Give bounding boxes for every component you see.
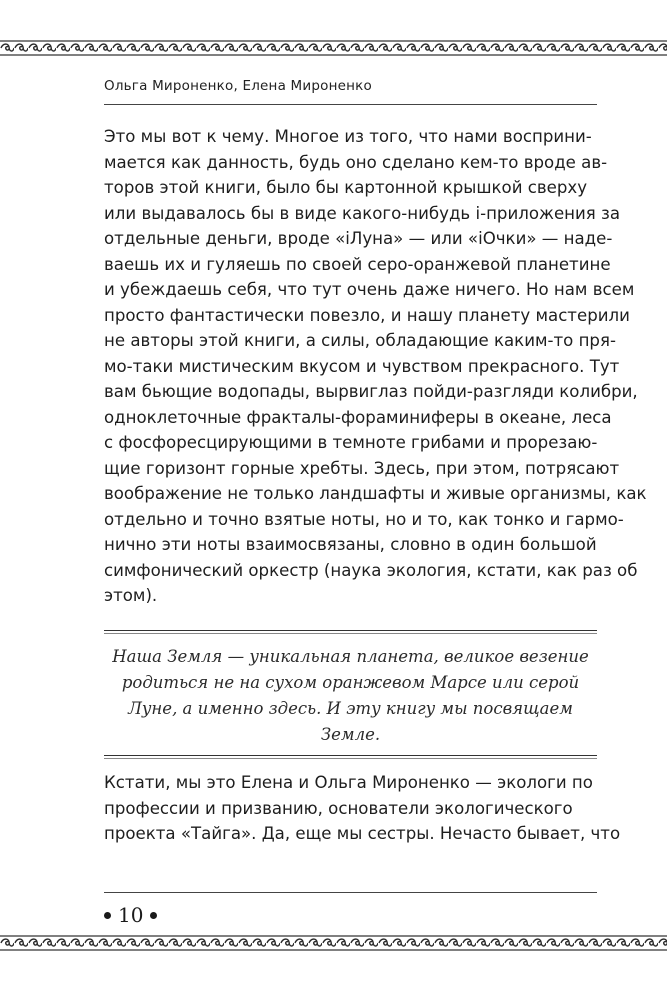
quote-line: родиться не на сухом оранжевом Марсе или серой: [121, 673, 580, 692]
page-number: [104, 903, 157, 927]
bullet-icon: [150, 912, 157, 919]
quote-line: Земле.: [320, 725, 381, 744]
decorative-wave-border-bottom: [0, 933, 667, 953]
bullet-icon: [104, 912, 111, 919]
text-line: и убеждаешь себя, что тут очень даже ничего. Но нам всем: [104, 280, 635, 299]
text-line: проекта «Тайга». Да, еще мы сестры. Нечасто бывает, что: [104, 824, 621, 843]
text-line: Кстати, мы это Елена и Ольга Мироненко — экологи по: [104, 773, 593, 792]
text-line: этом).: [104, 586, 158, 605]
page-number-value: 10: [118, 903, 144, 927]
decorative-wave-border-top: [0, 38, 667, 58]
text-line: отдельные деньги, вроде «iЛуна» — или «iОчки» — наде-: [104, 229, 613, 248]
quote-line: Луне, а именно здесь. И эту книгу мы посвящаем: [128, 699, 573, 718]
running-head-authors: Ольга Мироненко, Елена Мироненко: [104, 78, 372, 94]
text-line: просто фантастически повезло, и нашу планету мастерили: [104, 305, 630, 325]
pull-quote: [104, 644, 597, 748]
text-line: щие горизонт горные хребты. Здесь, при этом, потрясают: [104, 458, 620, 478]
text-line: или выдавалось бы в виде какого-нибудь i-приложения за: [104, 203, 621, 223]
text-line: воображение не только ландшафты и живые организмы, как: [104, 484, 647, 503]
text-line: профессии и призванию, основатели экологического: [104, 798, 573, 818]
text-line: торов этой книги, было бы картонной крышкой сверху: [104, 178, 588, 197]
text-line: мо-таки мистическим вкусом и чувством прекрасного. Тут: [104, 356, 620, 376]
quote-rule-bottom: [104, 755, 597, 756]
text-line: Это мы вот к чему. Многое из того, что нами восприни-: [104, 127, 592, 146]
text-line: мается как данность, будь оно сделано кем-то вроде ав-: [104, 152, 608, 172]
text-line: одноклеточные фракталы-фораминиферы в океане, леса: [104, 407, 612, 427]
text-line: вам бьющие водопады, вырвиглаз пойди-разгляди колибри,: [104, 382, 638, 401]
text-line: нично эти ноты взаимосвязаны, словно в один большой: [104, 535, 597, 554]
body-paragraph-2: [104, 770, 621, 847]
text-line: симфонический оркестр (наука экология, кстати, как раз об: [104, 560, 638, 580]
footer-rule: [104, 892, 597, 893]
text-line: не авторы этой книги, а силы, обладающие каким-то пря-: [104, 331, 616, 350]
quote-line: Наша Земля — уникальная планета, великое везение: [112, 647, 589, 666]
body-paragraph-1: [104, 124, 647, 609]
header-rule: [104, 104, 597, 105]
text-line: с фосфоресцирующими в темноте грибами и прорезаю-: [104, 433, 598, 452]
text-line: ваешь их и гуляешь по своей серо-оранжевой планетине: [104, 254, 611, 274]
quote-rule-top: [104, 630, 597, 631]
text-line: отдельно и точно взятые ноты, но и то, как тонко и гармо-: [104, 509, 624, 529]
